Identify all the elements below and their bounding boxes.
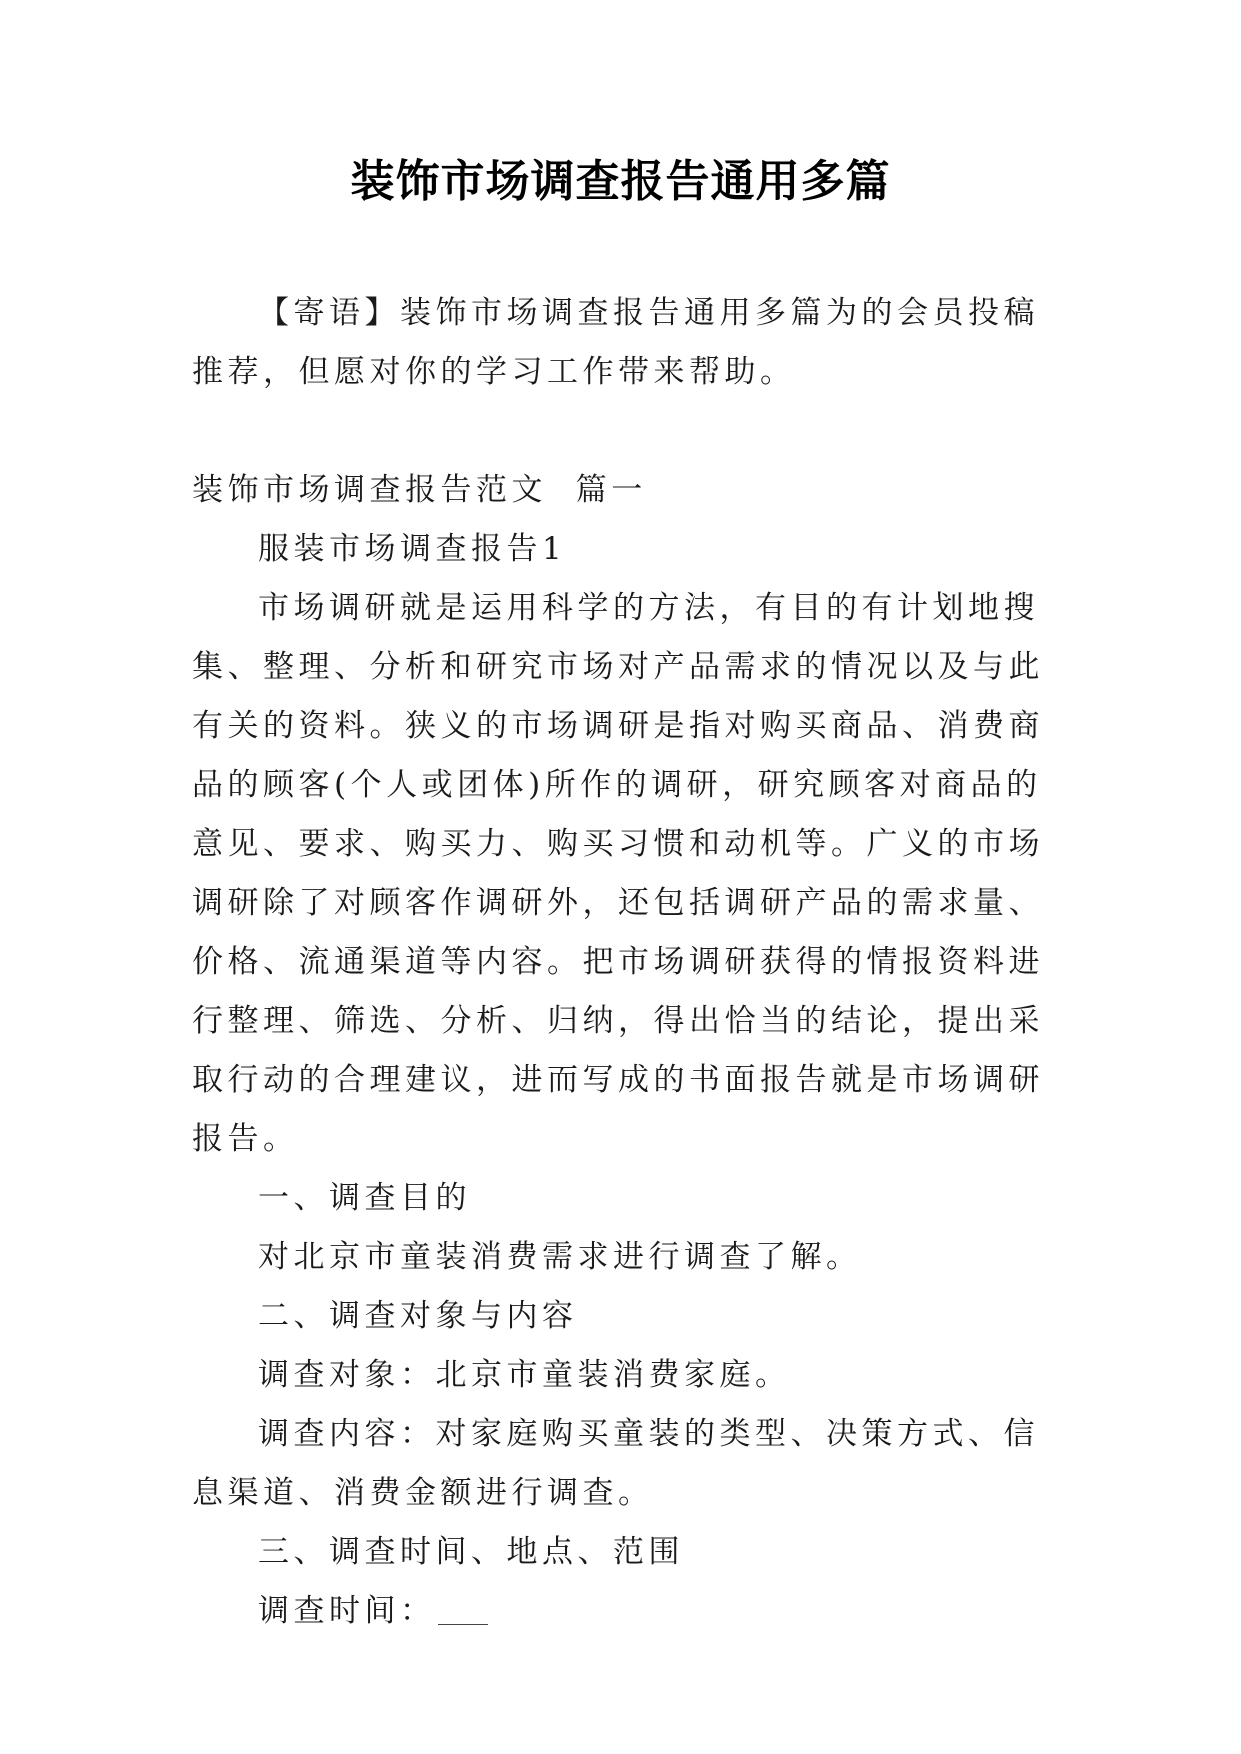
- subtitle-paragraph: 服装市场调查报告1: [258, 531, 567, 567]
- body-paragraph: 调查对象：北京市童装消费家庭。: [258, 1357, 791, 1393]
- heading-survey-purpose: 一、调查目的: [258, 1180, 471, 1216]
- body-paragraph: 对北京市童装消费需求进行调查了解。: [258, 1239, 862, 1275]
- survey-time-label: 调查时间：: [258, 1593, 436, 1629]
- blank-underline: [438, 1594, 488, 1625]
- heading-survey-time-place: 三、调查时间、地点、范围: [258, 1534, 684, 1570]
- intro-paragraph: 【寄语】装饰市场调查报告通用多篇为的会员投稿推荐，但愿对你的学习工作带来帮助。: [192, 295, 1039, 390]
- heading-survey-subject: 二、调查对象与内容: [258, 1298, 578, 1334]
- body-paragraph: 市场调研就是运用科学的方法，有目的有计划地搜集、整理、分析和研究市场对产品需求的情况以及与此有关的资料。狭义的市场调研是指对购买商品、消费商品的顾客(个人或团体)所作的调研，研究顾客对商品的意见、要求、购买力、购买习惯和动机等。广义的市场调研除了对顾客作调研外，还包括调研产品的需求量、价格、流通渠道等内容。把市场调研获得的情报资料进行整理、筛选、分析、归纳，得出恰当的结论，提出采取行动的合理建议，进而写成的书面报告就是市场调研报告。: [192, 590, 1044, 1157]
- document-title: 装饰市场调查报告通用多篇: [350, 156, 891, 207]
- body-paragraph: 调查内容：对家庭购买童装的类型、决策方式、信息渠道、消费金额进行调查。: [192, 1416, 1039, 1511]
- document-body: [192, 284, 1054, 1641]
- section-heading: 装饰市场调查报告范文 篇一: [192, 472, 647, 508]
- survey-time-line: [192, 1582, 1054, 1641]
